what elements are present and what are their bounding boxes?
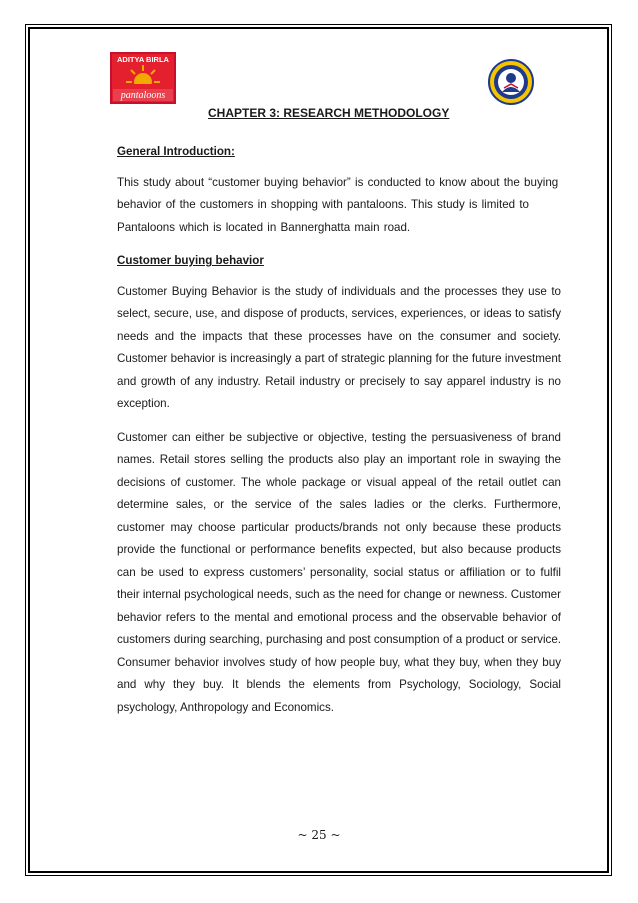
main-content — [117, 141, 561, 730]
general-introduction-heading — [117, 141, 561, 164]
customer-buying-paragraph-2: Customer can either be subjective or objective, testing the persuasiveness of brand names. Retail stores selling the products also play an important role in swaying the decisions of customer. The whole package or visual appeal of the retail outlet can determine sales, or the service of the sales ladies or the clerks. Furthermore, customer may choose particular products/brands not only because these products provide the functional or performance benefits expected, but also because products can be used to express customers’ personality, social status or affiliation or to fulfil their internal psychological needs, such as the need for change or newness. Customer behavior refers to the mental and emotional process and the observable behavior of customers during searching, purchasing and post consumption of a product or service. Consumer behavior involves study of how people buy, what they buy, when they buy and why they buy. It blends the elements from Psychology, Sociology, Social psychology, Anthropology and Economics. — [117, 430, 561, 714]
general-introduction-heading-text: General Introduction — [117, 145, 232, 158]
aditya-birla-pantaloons-logo-icon — [110, 52, 176, 104]
chapter-title: CHAPTER 3: RESEARCH METHODOLOGY — [208, 106, 450, 120]
aditya-birla-pantaloons-logo — [110, 52, 176, 104]
general-introduction-heading-colon: : — [231, 145, 235, 158]
general-introduction-paragraph: This study about “customer buying behavior” is conducted to know about the buying behavior of the customers in shopping with pantaloons. This study is limited to Pantaloons which is located in Bannerghatta main road. — [117, 175, 559, 234]
logo-brand-top: ADITYA BIRLA — [117, 55, 169, 64]
university-seal-logo — [488, 58, 534, 106]
customer-buying-paragraph-1: Customer Buying Behavior is the study of individuals and the processes they use to select, secure, use, and dispose of products, services, experiences, or ideas to satisfy needs and the impacts that these processes have on the consumer and society. Customer behavior is increasingly a part of strategic planning for the future investment and growth of any industry. Retail industry or precisely to say apparel industry is no exception. — [117, 284, 561, 410]
page-number: ~ 25 ~ — [297, 828, 341, 842]
logo-brand-bottom: pantaloons — [120, 90, 166, 101]
university-seal-icon — [488, 58, 534, 106]
customer-buying-behavior-heading: Customer buying behavior — [117, 254, 264, 267]
